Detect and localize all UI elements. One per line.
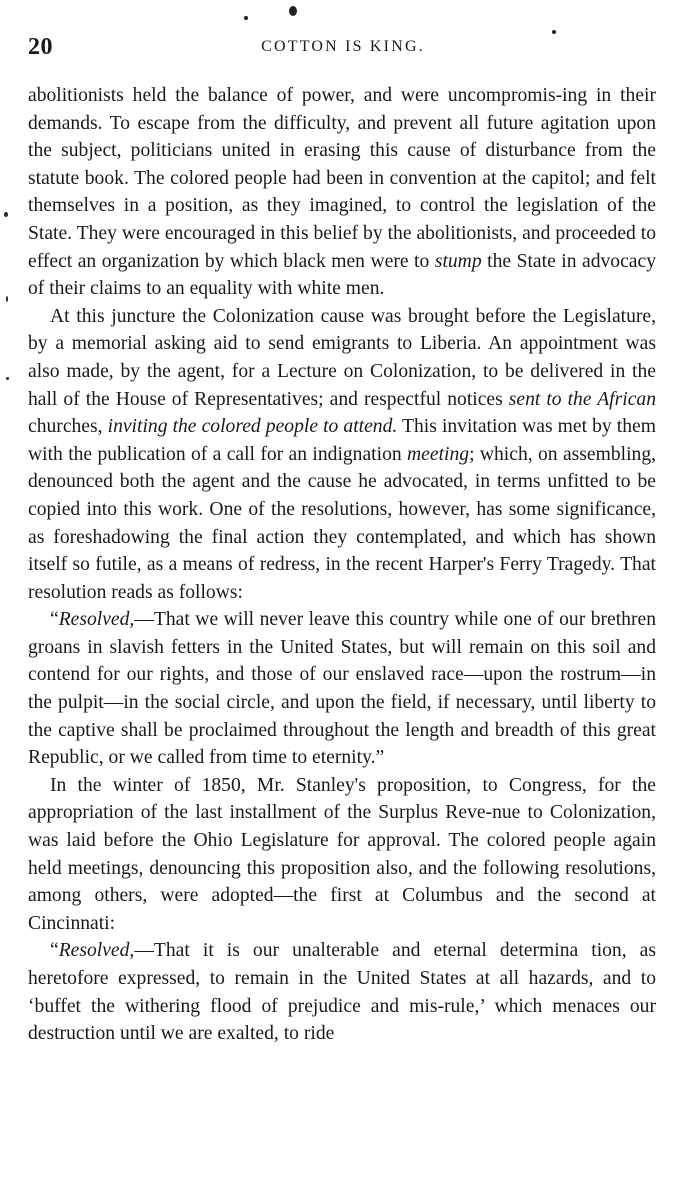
text-run: —That it is our unalterable and eternal determina tion, as heretofore expressed, to remain in the United States at all hazards, and to ‘buffet the withering flood of prejudice and mis-rule,’ which menaces our destruction until we are exalted, to ride	[28, 940, 656, 1045]
italic-text: meeting	[407, 443, 470, 465]
paragraph	[28, 82, 656, 303]
scan-speck	[289, 6, 297, 16]
scan-speck	[6, 377, 9, 380]
scan-speck	[552, 30, 556, 34]
italic-text: Resolved,	[58, 609, 135, 631]
running-head: COTTON IS KING.	[261, 38, 425, 55]
text-run: In the winter of 1850, Mr. Stanley's proposition, to Congress, for the appropriation of the last installment of the Surplus Reve-nue to Colonization, was laid before the Ohio Legislature for approval. The colored people again held meetings, denouncing this proposition also, and the following resolutions, among others, were adopted—the first at Columbus and the second at Cincinnati:	[28, 774, 656, 934]
page-number: 20	[28, 34, 53, 60]
body-text	[28, 82, 656, 1048]
text-run: At this juncture the Colonization cause was brought before the Legislature, by a memorial asking aid to send emigrants to Liberia. An appointment was also made, by the agent, for a Lecture on Colonization, to be delivered in the hall of the House of Representatives; and respectful notices	[28, 305, 656, 410]
text-run: ; which, on assembling, denounced both the agent and the cause he advocated, in terms unfitted to be copied into this work. One of the resolutions, however, has some significance, as foreshadowing the final action they contemplated, and which has shown itself so futile, as a means of redress, in the recent Harper's Ferry Tragedy. That resolution reads as follows:	[28, 443, 657, 603]
italic-text: stump	[434, 250, 482, 272]
text-run: This invitation was met by them with the publication of a call for an indignation	[28, 416, 656, 465]
italic-text: sent to the African	[508, 388, 656, 410]
scan-speck	[244, 16, 248, 20]
text-run: abolitionists held the balance of power, and were uncompromis-ing in their demands. To escape from the difficulty, and prevent all future agitation upon the subject, politicians united in erasing this cause of disturbance from the statute book. The colored people had been in convention at the capitol; and felt themselves in a position, as they imagined, to control the legislation of the State. They were encouraged in this belief by the abolitionists, and proceeded to effect an organization by which black men were to	[28, 85, 656, 272]
quoted-resolution	[28, 606, 656, 772]
text-run: churches,	[28, 416, 108, 438]
scan-speck	[6, 296, 8, 302]
quoted-resolution	[28, 937, 656, 1047]
paragraph	[28, 772, 656, 938]
text-run: “	[50, 609, 59, 631]
italic-text: inviting the colored people to attend.	[107, 416, 398, 438]
text-run: the State in advocacy of their claims to an equality with white men.	[28, 250, 656, 300]
text-run: —That we will never leave this country while one of our brethren groans in slavish fetters in the United States, but will remain on this soil and contend for our rights, and those of our enslaved race—upon the rostrum—in the pulpit—in the social circle, and upon the field, if necessary, until liberty to the captive shall be proclaimed throughout the length and breadth of this great Republic, or we called from time to eternity.”	[28, 609, 656, 769]
scan-speck	[4, 212, 8, 217]
italic-text: Resolved,	[58, 940, 135, 962]
page-header	[28, 34, 658, 66]
paragraph	[28, 303, 656, 607]
text-run: “	[50, 940, 59, 962]
